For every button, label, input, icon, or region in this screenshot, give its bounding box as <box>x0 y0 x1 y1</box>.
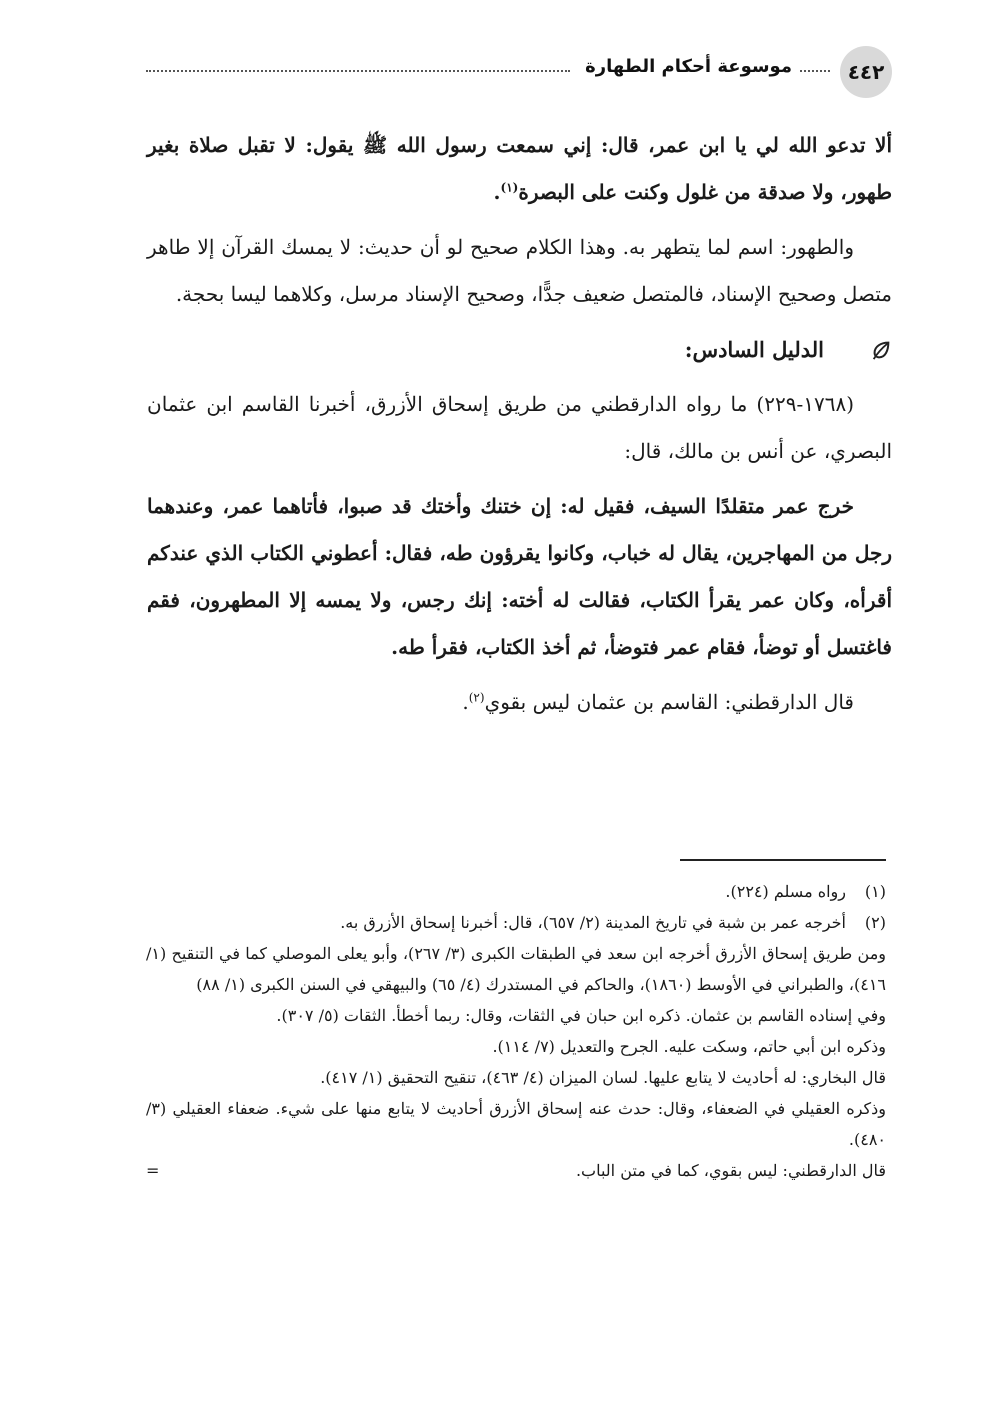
page-number-badge: ٤٤٢ <box>840 46 892 98</box>
footnote-line: قال الدارقطني: ليس بقوي، كما في متن الباب. <box>575 1161 886 1180</box>
paragraph-text: ألا تدعو الله لي يا ابن عمر، قال: إني سمعت رسول الله ﷺ يقول: لا تقبل صلاة بغير طهور، ولا صدقة من غلول وكنت على البصرة <box>147 133 892 204</box>
section-heading-text: الدليل السادس: <box>684 337 824 362</box>
paragraph-text: قال الدارقطني: القاسم بن عثمان ليس بقوي <box>484 690 854 714</box>
footnote-ref[interactable]: (٢) <box>468 690 485 705</box>
footnote-last-line <box>146 1155 886 1186</box>
footnote-2 <box>146 907 886 938</box>
footnote-line: وذكره العقيلي في الضعفاء، وقال: حدث عنه إسحاق الأزرق أحاديث لا يتابع منها على شيء. ضعفاء العقيلي (٣/ ٤٨٠). <box>146 1099 887 1149</box>
footnote-text: أخرجه عمر بن شبة في تاريخ المدينة (٢/ ٦٥٧)، قال: أخبرنا إسحاق الأزرق به. <box>340 913 846 932</box>
footnote-1 <box>146 876 886 907</box>
footnote-number: (٢) <box>864 913 886 932</box>
main-text <box>147 122 892 734</box>
header-dotted-rule <box>800 70 830 72</box>
footnote-ref[interactable]: (١) <box>500 180 519 195</box>
paragraph-end: . <box>462 690 469 714</box>
paragraph-isnad: (١٧٦٨-٢٢٩) ما رواه الدارقطني من طريق إسحاق الأزرق، أخبرنا القاسم ابن عثمان البصري، عن أنس بن مالك، قال: <box>147 392 892 463</box>
page-header <box>140 46 892 98</box>
paragraph-end: . <box>493 180 501 204</box>
footnote-line: ومن طريق إسحاق الأزرق أخرجه ابن سعد في الطبقات الكبرى (٣/ ٢٦٧)، وأبو يعلى الموصلي كما في التنقيح (١/ ٤١٦)، والطبراني في الأوسط (١٨٦٠)، والحاكم في المستدرك (٤/ ٦٥) والبيهقي في السنن الكبرى (١/ ٨٨) <box>146 944 887 994</box>
footnote-text: رواه مسلم (٢٢٤). <box>725 882 846 901</box>
footnote-number: (١) <box>864 882 886 901</box>
footnote-line: وذكره ابن أبي حاتم، وسكت عليه. الجرح والتعديل (٧/ ١١٤). <box>492 1037 886 1056</box>
paragraph-verdict <box>147 679 892 726</box>
running-title: موسوعة أحكام الطهارة <box>585 56 792 77</box>
footnote-line: وفي إسناده القاسم بن عثمان. ذكره ابن حبان في الثقات، وقال: ربما أخطأ. الثقات (٥/ ٣٠٧). <box>276 1006 886 1025</box>
section-heading <box>147 326 892 373</box>
footnote-separator <box>680 859 886 861</box>
footnote-line: قال البخاري: له أحاديث لا يتابع عليها. لسان الميزان (٤/ ٤٦٣)، تنقيح التحقيق (١/ ٤١٧). <box>320 1068 886 1087</box>
paragraph-hadith-text: خرج عمر متقلدًا السيف، فقيل له: إن ختنك وأختك قد صبوا، فأتاهما عمر، وعندهما رجل من المهاجرين، يقال له خباب، وكانوا يقرؤون طه، فقال: أعطوني الكتاب الذي عندكم أقرأه، وكان عمر يقرأ الكتاب، فقالت له أخته: إنك رجس، ولا يمسه إلا المطهرون، فقم فاغتسل أو توضأ، فقام عمر فتوضأ، ثم أخذ الكتاب، فقرأ طه. <box>147 494 892 659</box>
continuation-mark: = <box>146 1161 160 1180</box>
leaf-ornament-icon <box>870 339 892 361</box>
paragraph-commentary: والطهور: اسم لما يتطهر به. وهذا الكلام صحيح لو أن حديث: لا يمسك القرآن إلا طاهر متصل وصحيح الإسناد، فالمتصل ضعيف جدًّا، وصحيح الإسناد مرسل، وكلاهما ليسا بحجة. <box>147 235 892 306</box>
footnotes <box>146 876 886 1186</box>
header-dotted-rule <box>146 70 570 72</box>
paragraph-hadith-quote <box>147 122 892 216</box>
